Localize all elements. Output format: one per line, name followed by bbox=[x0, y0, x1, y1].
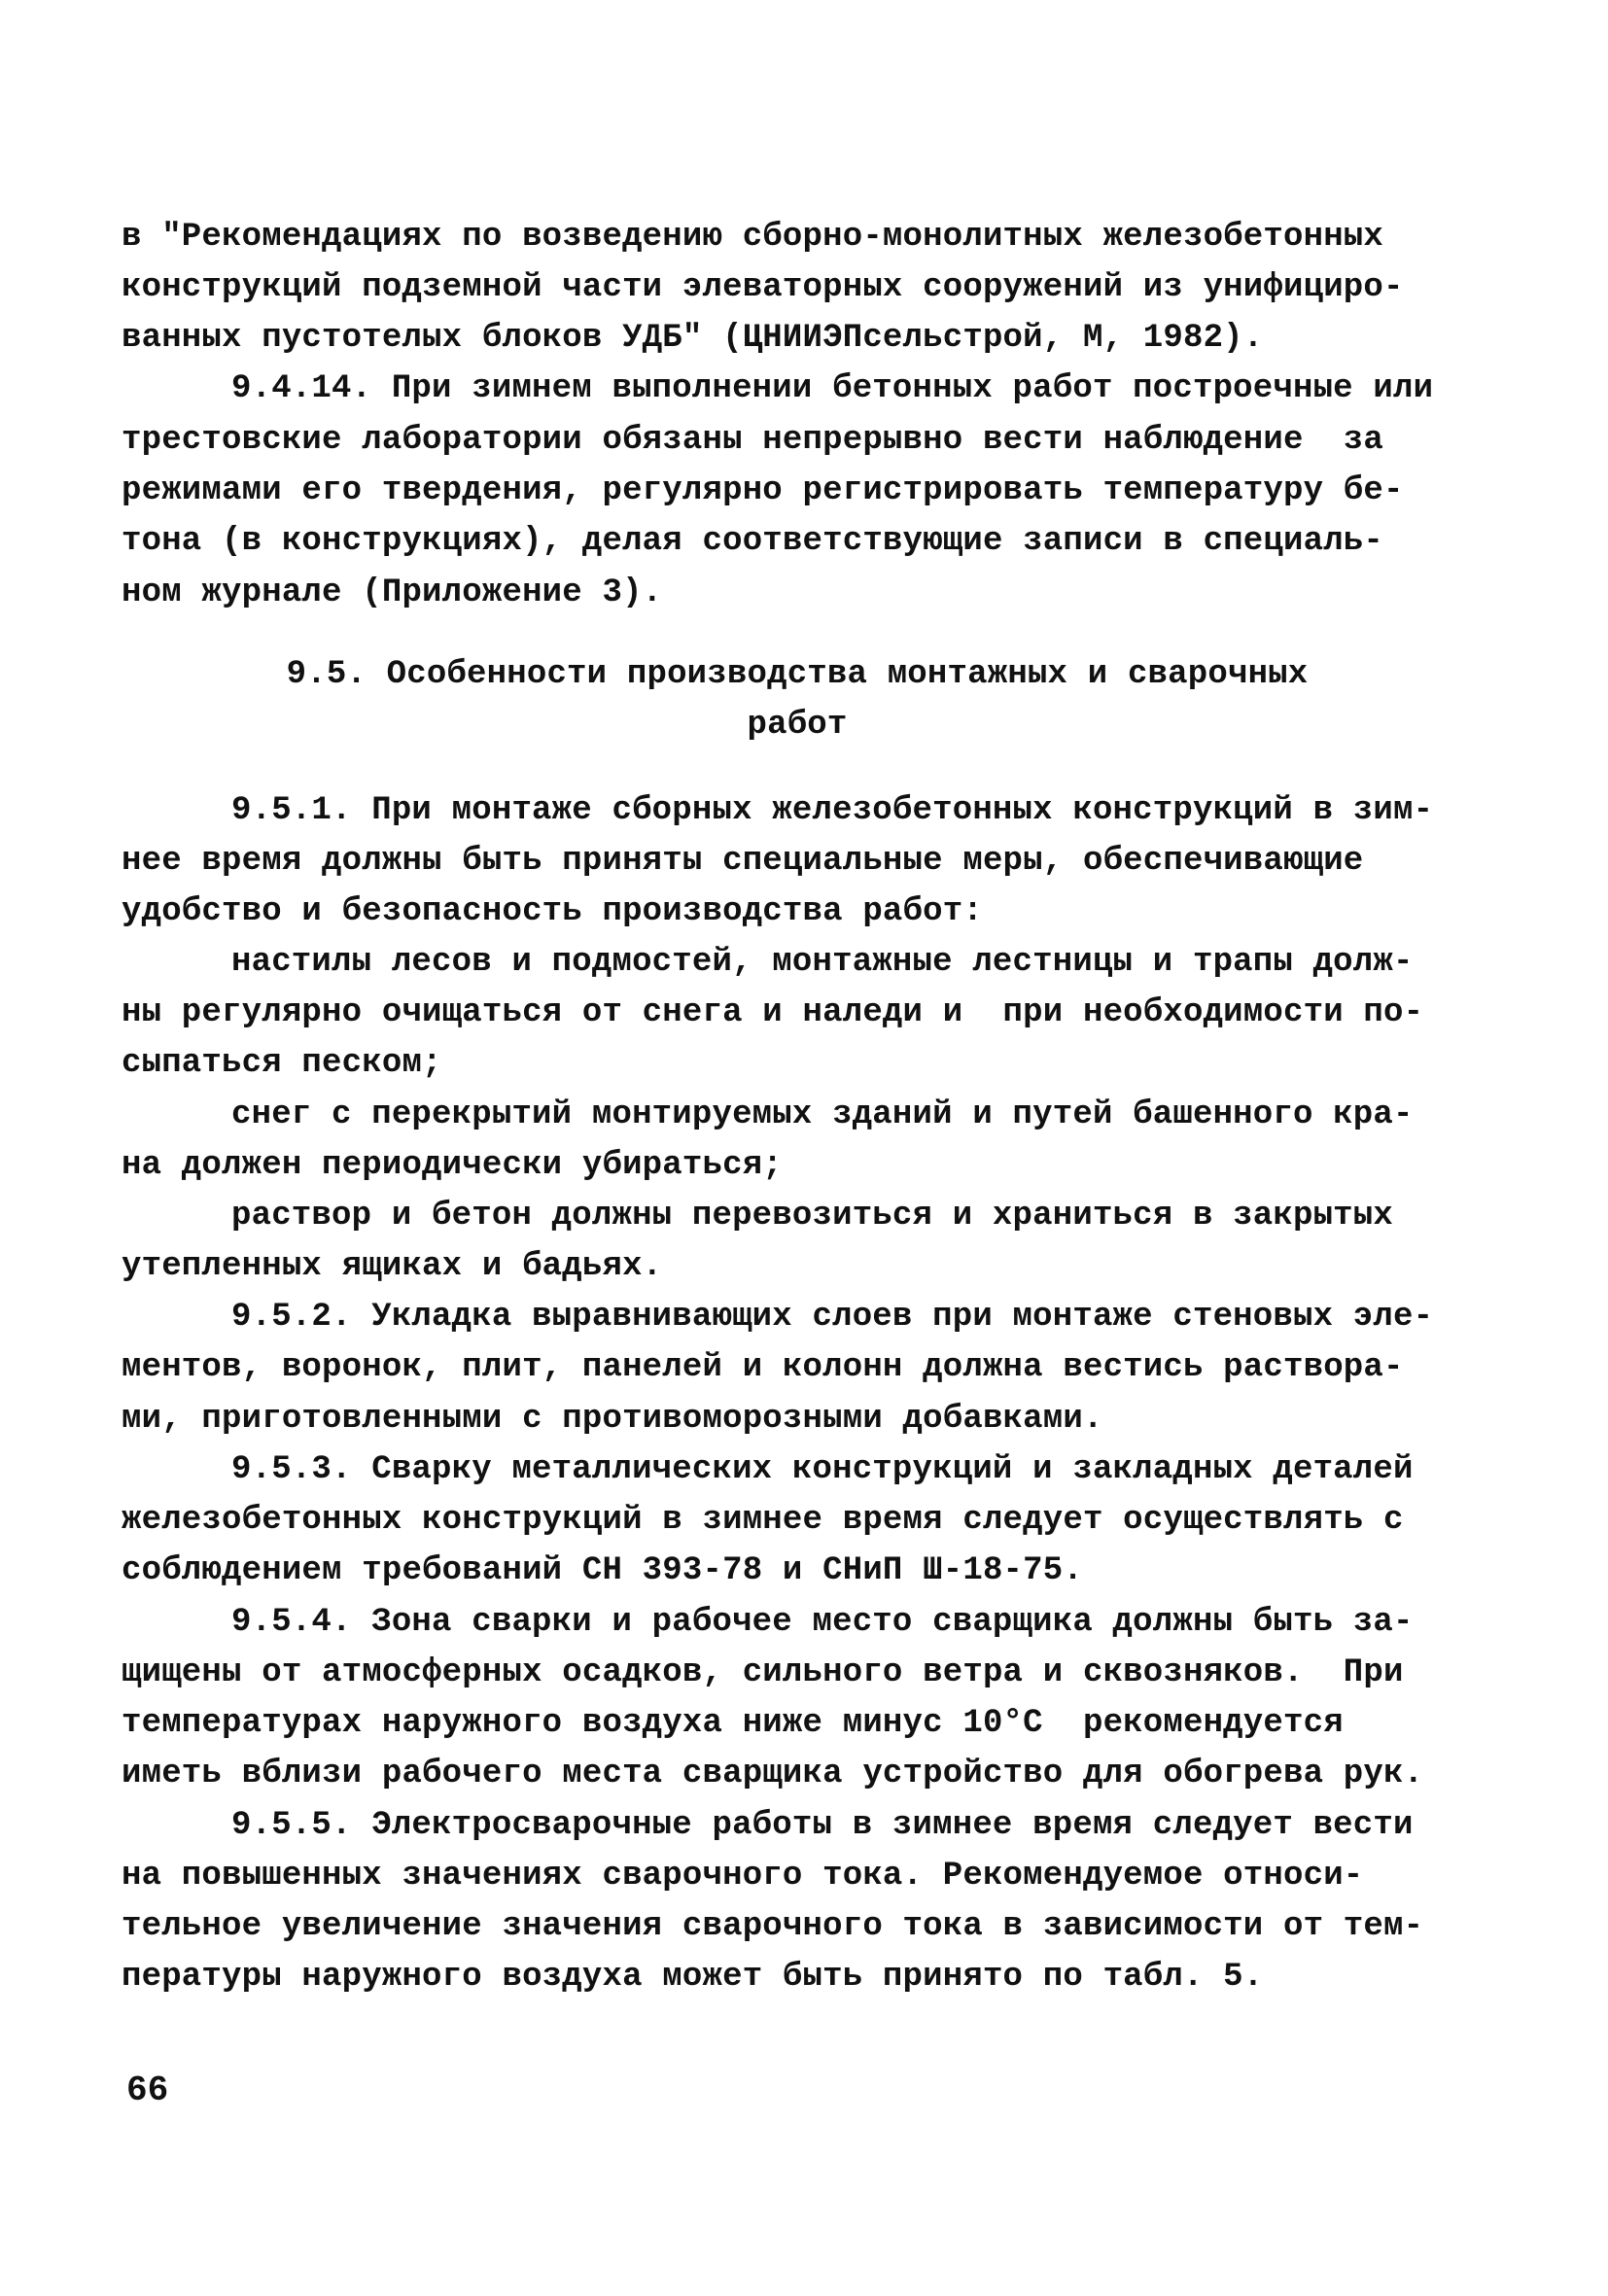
list-item-start: настилы лесов и подмостей, монтажные лестницы и трапы долж- bbox=[231, 944, 1414, 981]
text-line: пературы наружного воздуха может быть принято по табл. 5. bbox=[122, 1959, 1264, 1996]
text-line: ны регулярно очищаться от снега и наледи и при необходимости по- bbox=[122, 994, 1424, 1031]
text-line: конструкций подземной части элеваторных сооружений из унифициро- bbox=[122, 269, 1404, 306]
text-line: соблюдением требований СН 393-78 и СНиП Ш-18-75. bbox=[122, 1552, 1083, 1589]
text-line: в "Рекомендациях по возведению сборно-монолитных железобетонных bbox=[122, 219, 1384, 256]
text-line: ном журнале (Приложение 3). bbox=[122, 574, 663, 611]
page-number: 66 bbox=[126, 2070, 169, 2110]
paragraph-start-9-5-4: 9.5.4. Зона сварки и рабочее место сварщика должны быть за- bbox=[231, 1604, 1414, 1641]
paragraph-start-9-5-3: 9.5.3. Сварку металлических конструкций и закладных деталей bbox=[231, 1451, 1414, 1488]
text-line: тона (в конструкциях), делая соответствующие записи в специаль- bbox=[122, 523, 1384, 560]
text-line: железобетонных конструкций в зимнее время следует осуществлять с bbox=[122, 1502, 1404, 1539]
text-line: нее время должны быть приняты специальные меры, обеспечивающие bbox=[122, 843, 1364, 880]
text-line: сыпаться песком; bbox=[122, 1045, 442, 1082]
paragraph-start-9-4-14: 9.4.14. При зимнем выполнении бетонных работ построечные или bbox=[231, 370, 1434, 407]
text-line: ментов, воронок, плит, панелей и колонн должна вестись раствора- bbox=[122, 1349, 1404, 1386]
list-item-start: раствор и бетон должны перевозиться и храниться в закрытых bbox=[231, 1198, 1393, 1235]
text-line: иметь вблизи рабочего места сварщика устройство для обогрева рук. bbox=[122, 1756, 1424, 1792]
text-line: ванных пустотелых блоков УДБ" (ЦНИИЭПсельстрой, М, 1982). bbox=[122, 320, 1264, 357]
text-line: температурах наружного воздуха ниже минус 10°C рекомендуется bbox=[122, 1705, 1344, 1742]
text-line: удобство и безопасность производства работ: bbox=[122, 893, 983, 930]
paragraph-start-9-5-1: 9.5.1. При монтаже сборных железобетонных конструкций в зим- bbox=[231, 792, 1434, 829]
paragraph-start-9-5-2: 9.5.2. Укладка выравнивающих слоев при монтаже стеновых эле- bbox=[231, 1299, 1434, 1336]
text-line: тельное увеличение значения сварочного тока в зависимости от тем- bbox=[122, 1908, 1424, 1945]
paragraph-start-9-5-5: 9.5.5. Электросварочные работы в зимнее время следует вести bbox=[231, 1807, 1414, 1844]
text-line: режимами его твердения, регулярно регистрировать температуру бе- bbox=[122, 472, 1404, 509]
text-line: утепленных ящиках и бадьях. bbox=[122, 1248, 663, 1285]
section-heading-9-5: 9.5. Особенности производства монтажных и сварочных bbox=[286, 656, 1309, 693]
text-line: трестовские лаборатории обязаны непрерывно вести наблюдение за bbox=[122, 422, 1384, 459]
section-heading-9-5-cont: работ bbox=[747, 707, 848, 744]
text-line: на повышенных значениях сварочного тока. Рекомендуемое относи- bbox=[122, 1858, 1364, 1895]
text-line: щищены от атмосферных осадков, сильного ветра и сквозняков. При bbox=[122, 1654, 1404, 1691]
text-line: ми, приготовленными с противоморозными добавками. bbox=[122, 1401, 1103, 1438]
text-line: на должен периодически убираться; bbox=[122, 1147, 783, 1184]
list-item-start: снег с перекрытий монтируемых зданий и путей башенного кра- bbox=[231, 1096, 1414, 1133]
